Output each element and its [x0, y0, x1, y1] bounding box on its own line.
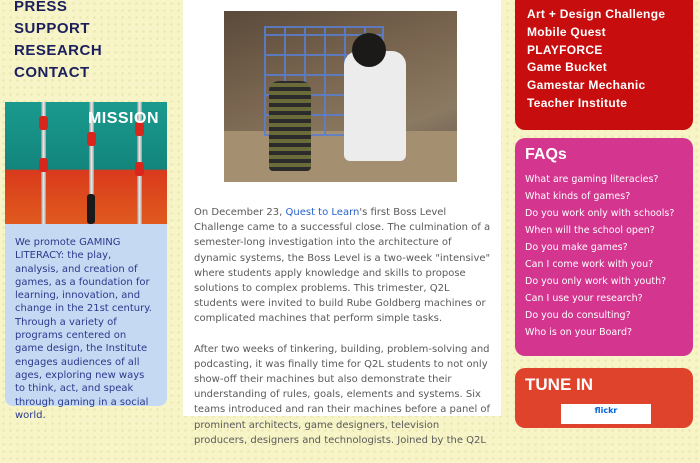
article-paragraph: After two weeks of tinkering, building, problem-solving and podcasting, it was finally time for Q2L students to not only show-off their machines but also demonstrate their understanding of rules, goals, elements and systems. Six teams introduced and ran their machines before a panel of prominent architects, game designers, television producers, designers and technologists. Joined by the Q2L [194, 343, 491, 446]
foosball-handle [87, 194, 95, 224]
faq-link[interactable]: Do you make games? [525, 242, 628, 253]
nav-support-link[interactable]: SUPPORT [14, 20, 91, 37]
faq-link[interactable]: Do you work only with schools? [525, 208, 675, 219]
quest-to-learn-link[interactable]: Quest to Learn [285, 207, 360, 218]
mission-text: We promote GAMING LITERACY: the play, analysis, and creation of games, as a foundation for learning, innovation, and change in the 21st century. Through a variety of programs centered on game design, the Institute engages audiences of all ages, exploring new ways to think, act, and speak through gaming in a social world. [15, 237, 152, 421]
mission-panel [5, 102, 167, 421]
foosball-player [39, 158, 48, 172]
main-content [183, 0, 501, 446]
nav-research-link[interactable]: RESEARCH [14, 42, 103, 59]
faq-link[interactable]: Can I use your research? [525, 293, 643, 304]
faq-link[interactable]: What kinds of games? [525, 191, 631, 202]
program-link[interactable]: Art + Design Challenge [527, 7, 666, 21]
foosball-player [87, 132, 96, 146]
program-link[interactable]: Gamestar Mechanic [527, 78, 646, 93]
faq-link[interactable]: Can I come work with you? [525, 259, 654, 270]
faq-link[interactable]: What are gaming literacies? [525, 174, 659, 185]
program-link[interactable]: Game Bucket [527, 60, 607, 75]
left-nav [14, 0, 174, 84]
flickr-badge[interactable]: flickr [561, 404, 651, 424]
faq-link[interactable]: Who is on your Board? [525, 327, 633, 338]
programs-panel [515, 0, 693, 130]
nav-press-link[interactable]: PRESS [14, 0, 68, 15]
program-link[interactable]: PLAYFORCE [527, 42, 603, 57]
foosball-image [5, 102, 167, 224]
program-link[interactable]: Mobile Quest [527, 24, 606, 39]
faqs-panel [515, 138, 693, 356]
article-paragraph: On December 23, Quest to Learn's first Boss Level Challenge came to a successful close. The culmination of a semester-long investigation into the architecture of dynamic systems, the Boss Level is a two-week "intensive" where students apply knowledge and skills to propose solutions to complex problems. This trimester, Q2L students were invited to build Rube Goldberg machines or complicated machines that perform simple tasks. [194, 207, 491, 325]
tunein-title: TUNE IN [525, 375, 593, 394]
faqs-title: FAQs [525, 146, 567, 163]
nav-contact-link[interactable]: CONTACT [14, 64, 90, 81]
faq-link[interactable]: Do you do consulting? [525, 310, 631, 321]
program-link[interactable]: Teacher Institute [527, 95, 628, 110]
foosball-player [39, 116, 48, 130]
mission-title: MISSION [87, 110, 159, 127]
faq-link[interactable]: When will the school open? [525, 225, 655, 236]
foosball-player [135, 162, 144, 176]
faq-link[interactable]: Do you only work with youth? [525, 276, 667, 287]
article-body [194, 205, 492, 463]
tunein-panel [515, 368, 693, 428]
students-building-photo[interactable] [224, 11, 457, 182]
